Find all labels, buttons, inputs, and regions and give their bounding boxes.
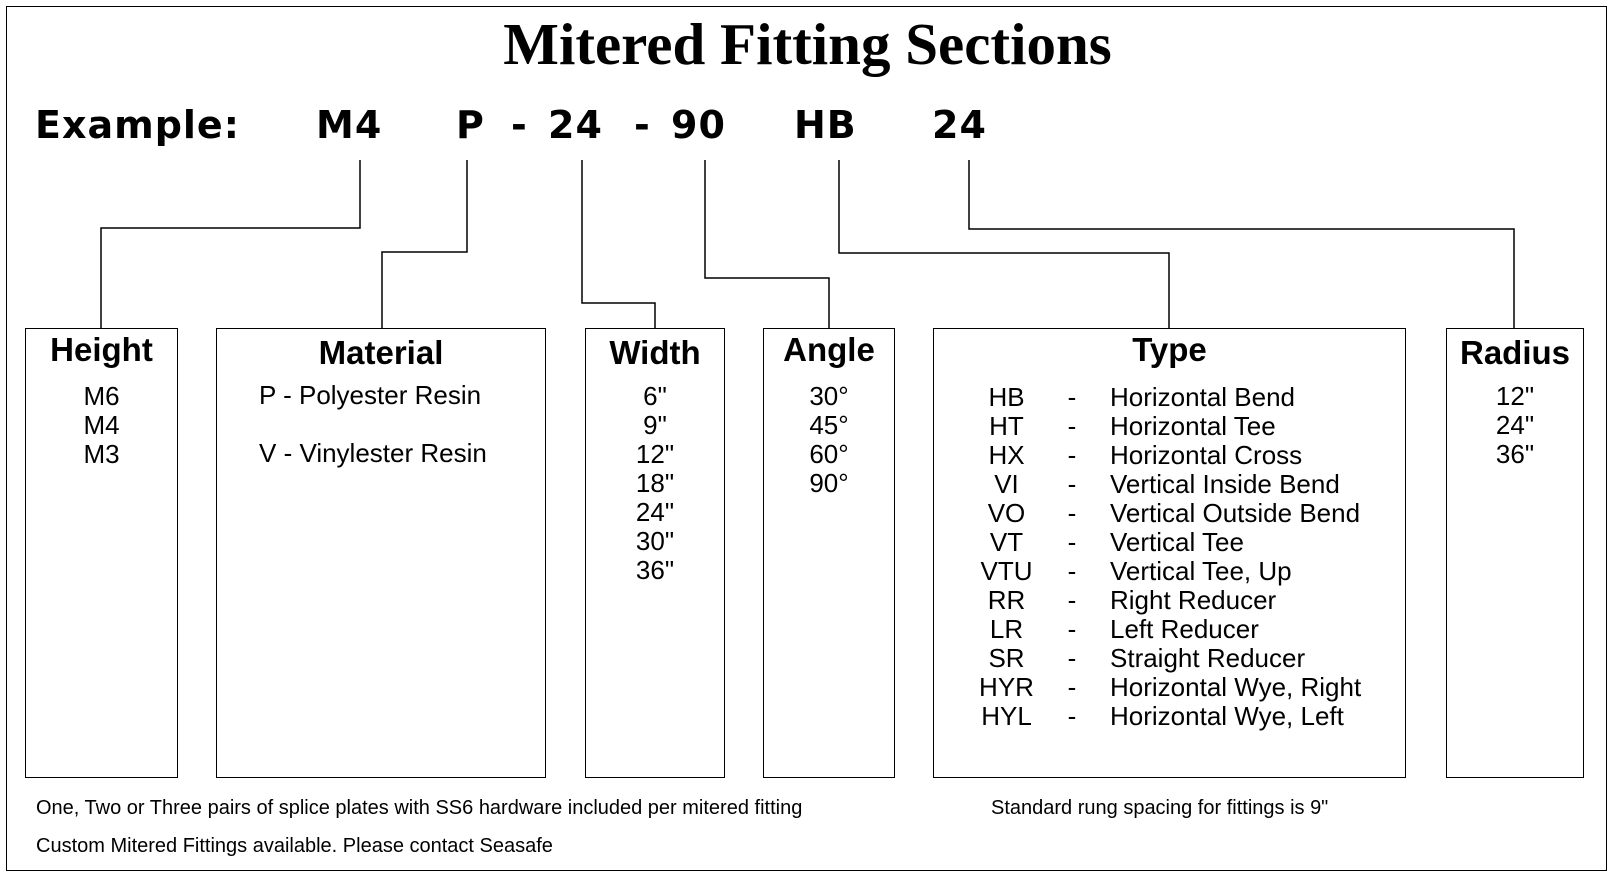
type-description: Right Reducer: [1110, 585, 1277, 615]
type-separator: -: [1067, 440, 1077, 470]
type-code: SR: [988, 643, 1025, 673]
type-code: HT: [989, 411, 1024, 441]
type-separator: -: [1067, 701, 1077, 731]
type-description: Left Reducer: [1110, 614, 1259, 644]
type-description: Horizontal Cross: [1110, 440, 1303, 470]
width-option: 12": [635, 439, 675, 469]
angle-header: Angle: [783, 331, 875, 368]
width-header: Width: [609, 334, 701, 371]
angle-list: [764, 382, 894, 498]
type-description: Straight Reducer: [1110, 643, 1306, 673]
example-part-width: 24: [548, 103, 603, 147]
angle-option: 60°: [809, 439, 849, 469]
type-code: VTU: [980, 556, 1033, 586]
type-code: HX: [988, 440, 1025, 470]
example-part-angle: 90: [671, 103, 726, 147]
width-option: 6": [643, 381, 667, 411]
width-option: 36": [635, 555, 675, 585]
type-separator: -: [1067, 614, 1077, 644]
type-code: HYL: [981, 701, 1032, 731]
material-option: V - Vinylester Resin: [259, 438, 487, 468]
connector-height: [101, 160, 360, 328]
radius-box: [1446, 328, 1584, 778]
example-separator: -: [511, 103, 528, 147]
example-part-material: P: [456, 103, 485, 147]
connector-type: [839, 160, 1169, 328]
angle-option: 90°: [809, 468, 849, 498]
height-box: [25, 328, 178, 778]
example-prefix: Example:: [35, 103, 240, 147]
type-separator: -: [1067, 498, 1077, 528]
angle-box: [763, 328, 895, 778]
type-separator: -: [1067, 382, 1077, 412]
connector-material: [382, 160, 467, 328]
type-description: Vertical Tee, Up: [1110, 556, 1292, 586]
type-description: Horizontal Wye, Left: [1110, 701, 1344, 731]
type-separator: -: [1067, 556, 1077, 586]
type-separator: -: [1067, 585, 1077, 615]
width-option: 9": [643, 410, 667, 440]
height-option: M6: [83, 381, 120, 411]
example-separator: -: [634, 103, 651, 147]
type-code: HYR: [979, 672, 1034, 702]
height-option: M4: [83, 410, 120, 440]
type-separator: -: [1067, 527, 1077, 557]
type-description: Horizontal Tee: [1110, 411, 1276, 441]
type-description: Horizontal Bend: [1110, 382, 1295, 412]
connector-angle: [705, 160, 829, 328]
example-part-height: M4: [316, 103, 383, 147]
material-option: P - Polyester Resin: [259, 380, 482, 410]
angle-option: 45°: [809, 410, 849, 440]
radius-option: 24": [1495, 410, 1535, 440]
example-part-radius: 24: [932, 103, 987, 147]
connector-radius: [969, 160, 1514, 328]
radius-option: 36": [1495, 439, 1535, 469]
width-option: 30": [635, 526, 675, 556]
width-list: [586, 382, 724, 585]
type-description: Vertical Tee: [1110, 527, 1244, 557]
radius-list: [1447, 382, 1583, 469]
footer-note-custom-fittings: Custom Mitered Fittings available. Please contact Seasafe: [36, 835, 553, 857]
type-code: RR: [987, 585, 1026, 615]
type-code: VO: [987, 498, 1026, 528]
type-code: VI: [994, 469, 1019, 499]
type-code: LR: [989, 614, 1024, 644]
type-header: Type: [1132, 331, 1207, 368]
height-option: M3: [83, 439, 120, 469]
width-box: [585, 328, 725, 778]
type-separator: -: [1067, 469, 1077, 499]
width-option: 24": [635, 497, 675, 527]
connector-width: [582, 160, 655, 328]
footer-note-rung-spacing: Standard rung spacing for fittings is 9": [991, 797, 1329, 819]
width-option: 18": [635, 468, 675, 498]
height-list: [26, 382, 177, 469]
material-box: [216, 328, 546, 778]
type-separator: -: [1067, 411, 1077, 441]
material-header: Material: [318, 334, 444, 371]
height-header: Height: [50, 331, 153, 368]
type-code: HB: [988, 382, 1025, 412]
page-title: Mitered Fitting Sections: [503, 11, 1112, 77]
footer-note-splice-plates: One, Two or Three pairs of splice plates with SS6 hardware included per mitered fitting: [36, 797, 803, 819]
radius-option: 12": [1495, 381, 1535, 411]
type-separator: -: [1067, 643, 1077, 673]
type-separator: -: [1067, 672, 1077, 702]
example-part-type: HB: [794, 103, 857, 147]
angle-option: 30°: [809, 381, 849, 411]
type-description: Vertical Outside Bend: [1110, 498, 1361, 528]
type-code: VT: [989, 527, 1024, 557]
type-box: [933, 328, 1406, 778]
radius-header: Radius: [1459, 334, 1571, 371]
type-description: Vertical Inside Bend: [1110, 469, 1340, 499]
type-description: Horizontal Wye, Right: [1110, 672, 1362, 702]
